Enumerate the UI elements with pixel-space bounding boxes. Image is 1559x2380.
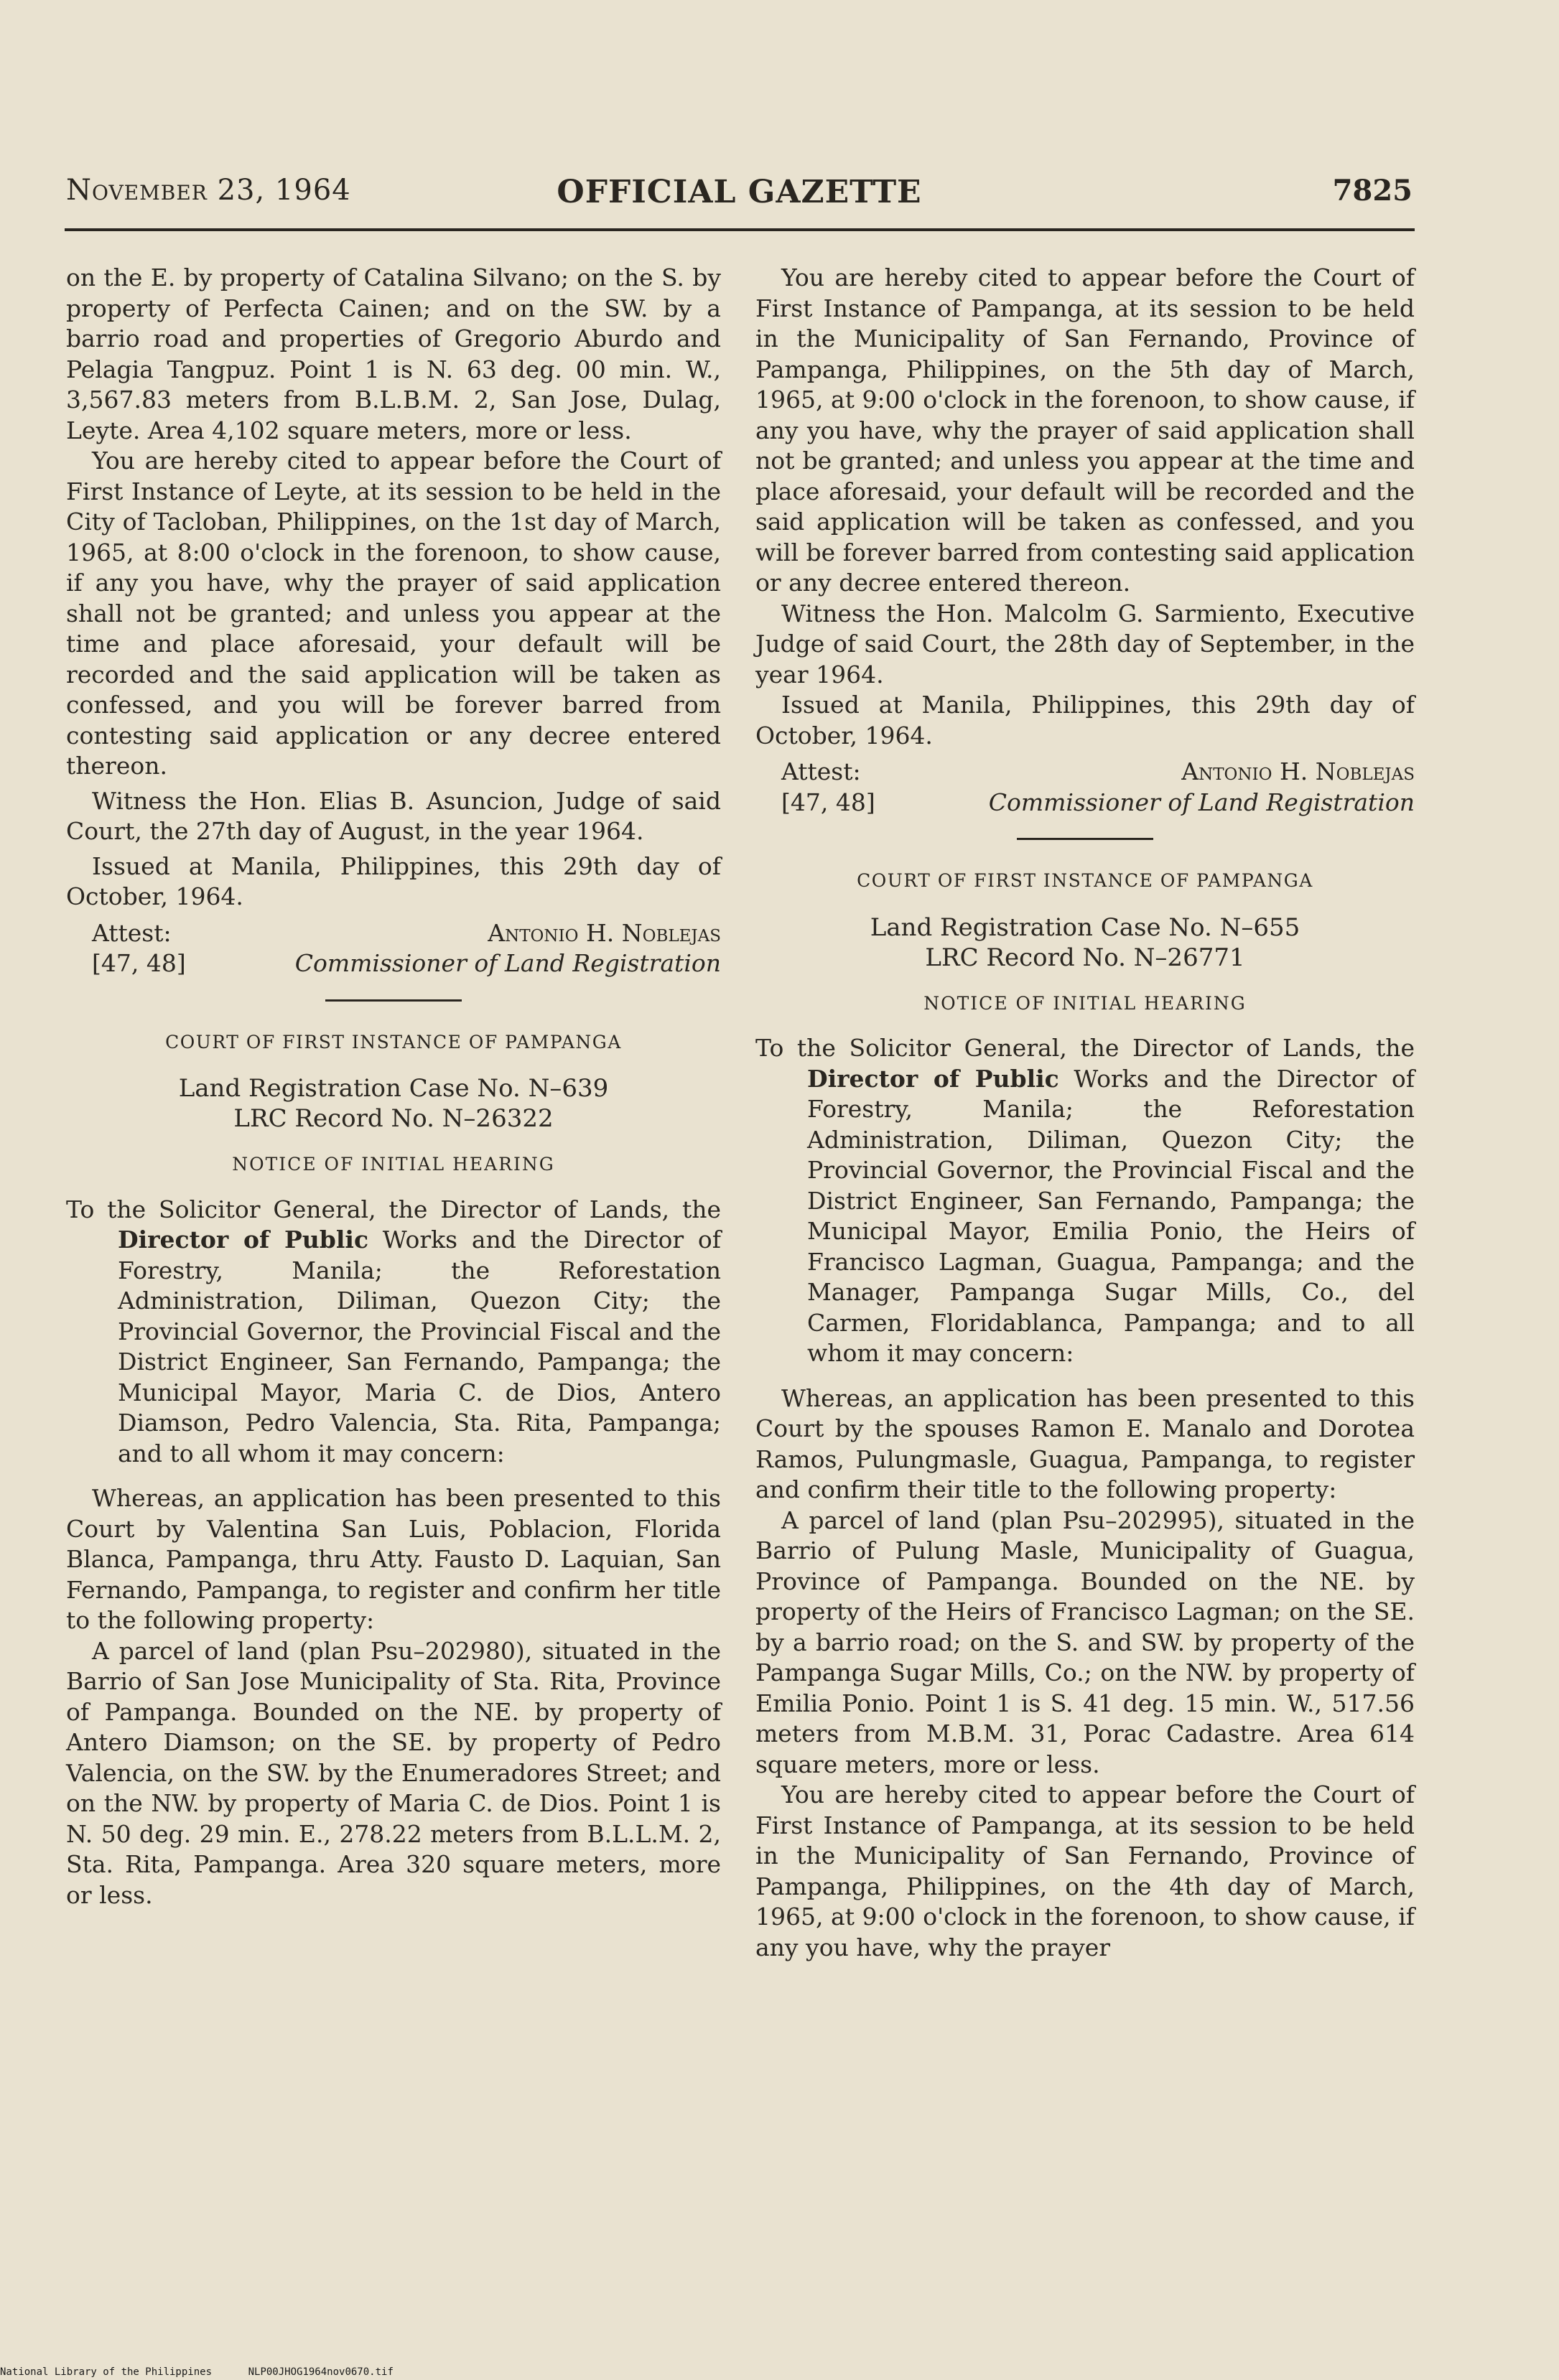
- attest-block-row: [755, 788, 1415, 818]
- attest-block: [755, 757, 1415, 788]
- paragraph: You are hereby cited to appear before the Court of First Instance of Leyte, at its session to be held in the City of Tacloban, Philippines, on the 1st day of March, 1965, at 8:00 o'clock in the forenoon, to show cause, if any you have, why the prayer of said application shall not be granted; and unless you appear at the time and place aforesaid, your default will be recorded and the said application will be taken as confessed, and you will be forever barred from contesting said application or any decree entered thereon.: [66, 447, 721, 780]
- court-heading: COURT OF FIRST INSTANCE OF PAMPANGA: [165, 1031, 622, 1053]
- publication-title: OFFICIAL GAZETTE: [557, 174, 922, 210]
- header-rule: [65, 228, 1415, 231]
- paragraph: Whereas, an application has been presented to this Court by the spouses Ramon E. Manalo and Dorotea Ramos, Pulungmasle, Guagua, Pampanga, to register and confirm their title to the following property:: [755, 1383, 1415, 1503]
- attest-name: Antonio H. Noblejas: [1181, 757, 1415, 785]
- court-heading: COURT OF FIRST INSTANCE OF PAMPANGA: [857, 870, 1313, 891]
- footer-source: National Library of the Philippines: [0, 2366, 213, 2378]
- attest-label: Attest:: [781, 757, 861, 785]
- paragraph: A parcel of land (plan Psu–202980), situated in the Barrio of San Jose Municipality of Sta. Rita, Province of Pampanga. Bounded on the NE. by property of Antero Diamson; on the SE. by property of Pedro Valencia, on the SW. by the Enumeradores Street; and on the NW. by property of Maria C. de Dios. Point 1 is N. 50 deg. 29 min. E., 278.22 meters from B.L.L.M. 2, Sta. Rita, Pampanga. Area 320 square meters, more or less.: [66, 1636, 721, 1909]
- section-divider: [325, 999, 462, 1002]
- page-header: [66, 174, 1413, 224]
- attest-reference: [47, 48]: [781, 788, 875, 816]
- record-number: LRC Record No. N–26771: [925, 943, 1245, 972]
- case-number: Land Registration Case No. N–655: [870, 913, 1300, 942]
- case-number: Land Registration Case No. N–639: [178, 1074, 609, 1103]
- left-column: [66, 263, 721, 1910]
- attest-name: Antonio H. Noblejas: [488, 918, 721, 947]
- attest-title: Commissioner of Land Registration: [988, 788, 1415, 816]
- record-number: LRC Record No. N–26322: [233, 1104, 554, 1133]
- paragraph: Witness the Hon. Elias B. Asuncion, Judge of said Court, the 27th day of August, in the year 1964.: [66, 786, 721, 845]
- paragraph: Issued at Manila, Philippines, this 29th day of October, 1964.: [66, 851, 721, 910]
- issue-date: November 23, 1964: [66, 174, 351, 207]
- scan-footer: [0, 2366, 394, 2378]
- notice-heading: NOTICE OF INITIAL HEARING: [923, 992, 1247, 1014]
- paragraph: Witness the Hon. Malcolm G. Sarmiento, Executive Judge of said Court, the 28th day of September, in the year 1964.: [755, 599, 1415, 689]
- paragraph: You are hereby cited to appear before the Court of First Instance of Pampanga, at its session to be held in the Municipality of San Fernando, Province of Pampanga, Philippines, on the 4th day of March, 1965, at 9:00 o'clock in the forenoon, to show cause, if any you have, why the prayer: [755, 1781, 1415, 1961]
- page-number: 7825: [1332, 174, 1413, 207]
- attest-title: Commissioner of Land Registration: [294, 949, 721, 977]
- section-divider: [1017, 838, 1153, 840]
- attest-block: [66, 918, 721, 949]
- attest-reference: [47, 48]: [92, 949, 186, 977]
- paragraph: Whereas, an application has been presented to this Court by Valentina San Luis, Poblacion, Florida Blanca, Pampanga, thru Atty. Fausto D. Laquian, San Fernando, Pampanga, to register and confirm her title to the following property:: [66, 1484, 721, 1634]
- footer-filename: NLP00JHOG1964nov0670.tif: [248, 2366, 394, 2378]
- addressee-paragraph: To the Solicitor General, the Director of Lands, the Director of Public Works and the Director of Forestry, Manila; the Reforestation Administration, Diliman, Quezon City; the Provincial Governor, the Provincial Fiscal and the District Engineer, San Fernando, Pampanga; the Municipal Mayor, Emilia Ponio, the Heirs of Francisco Lagman, Guagua, Pampanga; and the Manager, Pampanga Sugar Mills, Co., del Carmen, Floridablanca, Pampanga; and to all whom it may concern:: [755, 1034, 1415, 1367]
- addressee-paragraph: To the Solicitor General, the Director of Lands, the Director of Public Works and the Director of Forestry, Manila; the Reforestation Administration, Diliman, Quezon City; the Provincial Governor, the Provincial Fiscal and the District Engineer, San Fernando, Pampanga; the Municipal Mayor, Maria C. de Dios, Antero Diamson, Pedro Valencia, Sta. Rita, Pampanga; and to all whom it may concern:: [66, 1195, 721, 1467]
- paragraph: Issued at Manila, Philippines, this 29th day of October, 1964.: [755, 691, 1415, 750]
- notice-heading: NOTICE OF INITIAL HEARING: [232, 1154, 555, 1175]
- paragraph: You are hereby cited to appear before the Court of First Instance of Pampanga, at its session to be held in the Municipality of San Fernando, Province of Pampanga, Philippines, on the 5th day of March, 1965, at 9:00 o'clock in the forenoon, to show cause, if any you have, why the prayer of said application shall not be granted; and unless you appear at the time and place aforesaid, your default will be recorded and the said application will be taken as confessed, and you will be forever barred from contesting said application or any decree entered thereon.: [755, 263, 1415, 597]
- attest-label: Attest:: [92, 918, 172, 947]
- right-column: [755, 263, 1415, 1963]
- paragraph: on the E. by property of Catalina Silvano; on the S. by property of Perfecta Cainen; and on the SW. by a barrio road and properties of Gregorio Aburdo and Pelagia Tangpuz. Point 1 is N. 63 deg. 00 min. W., 3,567.83 meters from B.L.B.M. 2, San Jose, Dulag, Leyte. Area 4,102 square meters, more or less.: [66, 263, 721, 444]
- paragraph: A parcel of land (plan Psu–202995), situated in the Barrio of Pulung Masle, Municipality of Guagua, Province of Pampanga. Bounded on the NE. by property of the Heirs of Francisco Lagman; on the SE. by a barrio road; on the S. and SW. by property of the Pampanga Sugar Mills, Co.; on the NW. by property of Emilia Ponio. Point 1 is S. 41 deg. 15 min. W., 517.56 meters from M.B.M. 31, Porac Cadastre. Area 614 square meters, more or less.: [755, 1506, 1415, 1778]
- attest-block-row: [66, 948, 721, 979]
